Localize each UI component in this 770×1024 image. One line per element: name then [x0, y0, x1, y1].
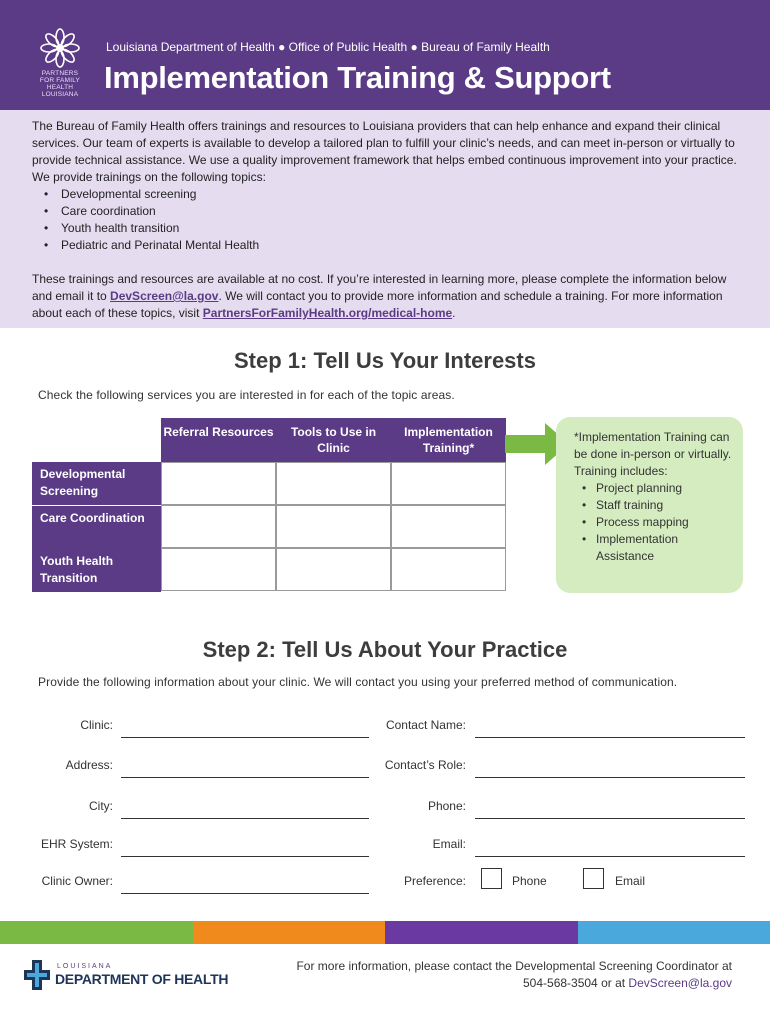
logo-text — [30, 70, 90, 98]
subheader: Louisiana Department of Health ● Office of Public Health ● Bureau of Family Health — [106, 40, 550, 54]
preference-phone-label: Phone — [512, 874, 547, 888]
email-link[interactable]: DevScreen@la.gov — [110, 289, 219, 303]
city-field[interactable] — [121, 818, 369, 819]
label-phone: Phone: — [427, 799, 466, 813]
address-field[interactable] — [121, 777, 369, 778]
label-ehr: EHR System: — [40, 837, 113, 851]
note-item: • Project planning — [582, 480, 733, 497]
checkbox-cell-youth-tools[interactable] — [276, 548, 391, 591]
label-clinic: Clinic: — [80, 718, 113, 732]
note-list — [582, 480, 733, 565]
topic-item: • Youth health transition — [44, 220, 746, 237]
checkbox-cell-care-tools[interactable] — [276, 505, 391, 548]
intro-text: . We will contact you to provide more information and schedule a training. For more information about each of these topics, visit — [32, 289, 723, 320]
checkbox-cell-care-training[interactable] — [391, 505, 506, 548]
ldh-logo-big-text: DEPARTMENT OF HEALTH — [55, 971, 229, 987]
footer-contact — [296, 958, 732, 992]
step1-subtitle: Check the following services you are interested in for each of the topic areas. — [38, 388, 455, 402]
intro-paragraph-2 — [32, 271, 746, 322]
contact-role-field[interactable] — [475, 777, 745, 778]
color-bar-purple — [385, 921, 578, 944]
intro-text: . — [452, 306, 456, 320]
label-preference: Preference: — [403, 874, 466, 888]
color-bar-green — [0, 921, 193, 944]
preference-phone-checkbox[interactable] — [481, 868, 502, 889]
flower-logo-icon — [40, 28, 80, 68]
ldh-logo-small-text: LOUISIANA — [57, 963, 113, 970]
website-link[interactable]: PartnersForFamilyHealth.org/medical-home — [202, 306, 453, 320]
logo-text-line2: FOR FAMILY HEALTH — [39, 77, 81, 91]
contact-name-field[interactable] — [475, 737, 745, 738]
intro-text: These trainings and resources are available at no cost. If you’re interested in learning more, please complete the information below and email it to — [32, 272, 727, 303]
footer-line1: For more information, please contact the Developmental Screening Coordinator at — [296, 959, 732, 973]
label-city: City: — [89, 799, 113, 813]
column-header-referral: Referral Resources — [161, 418, 276, 462]
email-field[interactable] — [475, 856, 745, 857]
checkbox-cell-developmental-tools[interactable] — [276, 462, 391, 505]
checkbox-cell-care-referral[interactable] — [161, 505, 276, 548]
footer-phone-text: 504-568-3504 or at — [523, 976, 629, 990]
partners-logo — [30, 28, 90, 98]
checkbox-cell-youth-referral[interactable] — [161, 548, 276, 591]
footer-email-link[interactable]: DevScreen@la.gov — [628, 976, 732, 990]
color-bar-orange — [193, 921, 385, 944]
label-email: Email: — [432, 837, 466, 851]
page-header — [0, 0, 770, 110]
color-bar-blue — [578, 921, 770, 944]
checkbox-cell-developmental-referral[interactable] — [161, 462, 276, 505]
checkbox-cell-developmental-training[interactable] — [391, 462, 506, 505]
topic-item: • Pediatric and Perinatal Mental Health — [44, 237, 746, 254]
training-note — [556, 417, 743, 593]
step2-subtitle: Provide the following information about your clinic. We will contact you using your preferred method of communication. — [38, 675, 678, 689]
logo-text-line1: PARTNERS — [41, 70, 79, 77]
step2-title: Step 2: Tell Us About Your Practice — [202, 637, 568, 662]
column-header-training: Implementation Training* — [391, 418, 506, 462]
label-contact-role: Contact’s Role: — [384, 758, 466, 772]
page-title: Implementation Training & Support — [104, 60, 611, 95]
preference-email-label: Email — [615, 874, 646, 888]
footer-line2 — [296, 975, 732, 992]
label-address: Address: — [65, 758, 113, 772]
topic-item: • Developmental screening — [44, 186, 746, 203]
ehr-system-field[interactable] — [121, 856, 369, 857]
topic-list — [44, 186, 746, 254]
preference-email-checkbox[interactable] — [583, 868, 604, 889]
column-header-tools: Tools to Use in Clinic — [276, 418, 391, 462]
intro-paragraph: The Bureau of Family Health offers trainings and resources to Louisiana providers that can help enhance and expand their clinical services. Our team of experts is available to develop a tailored plan to fulfill your clinic’s needs, and can meet in-person or virtually to provide technical assistance. We use a quality improvement framework that helps embed continuous improvement into your practice. We provide trainings on the following topics: — [32, 119, 737, 184]
note-intro: *Implementation Training can be done in-person or virtually. Training includes: — [574, 430, 732, 478]
topic-item: • Care coordination — [44, 203, 746, 220]
note-item: • Process mapping — [582, 514, 733, 531]
row-header-youth: Youth Health Transition — [32, 549, 161, 592]
note-item: • Implementation Assistance — [582, 531, 733, 565]
row-header-developmental: Developmental Screening — [32, 462, 161, 505]
checkbox-cell-youth-training[interactable] — [391, 548, 506, 591]
row-header-care: Care Coordination — [32, 506, 161, 549]
note-item: • Staff training — [582, 497, 733, 514]
intro-section — [0, 110, 770, 328]
cross-logo-icon — [24, 960, 50, 990]
clinic-owner-field[interactable] — [121, 893, 369, 894]
clinic-field[interactable] — [121, 737, 369, 738]
label-contact-name: Contact Name: — [385, 718, 466, 732]
label-clinic-owner: Clinic Owner: — [41, 874, 113, 888]
phone-field[interactable] — [475, 818, 745, 819]
logo-text-line3: LOUISIANA — [41, 91, 79, 98]
step1-title: Step 1: Tell Us Your Interests — [234, 348, 536, 373]
